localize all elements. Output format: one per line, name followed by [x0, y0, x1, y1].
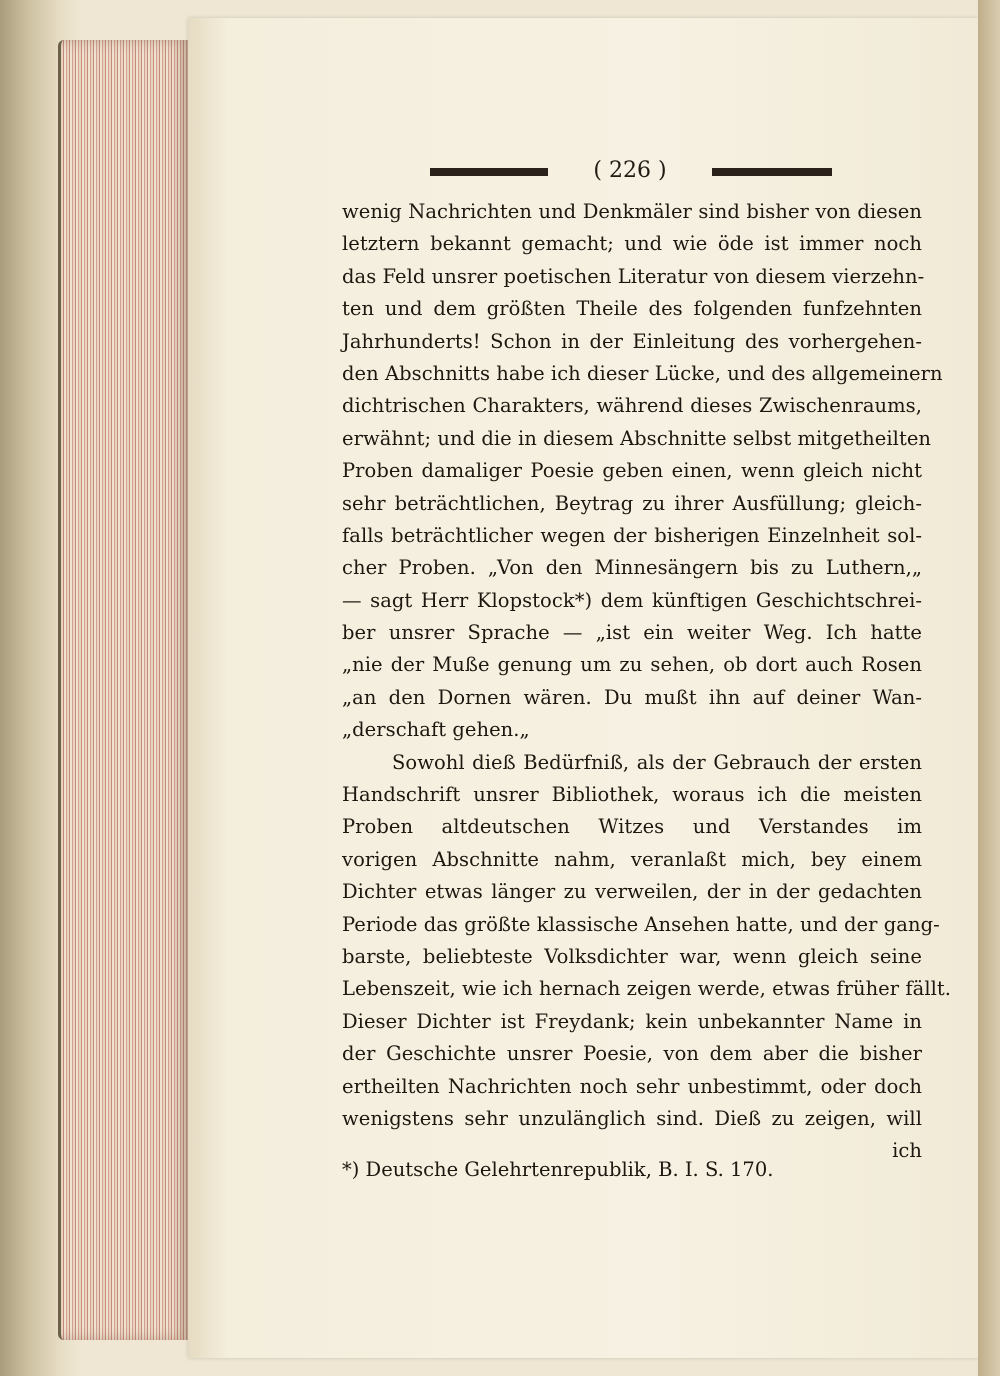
- text-line: ertheilten Nachrichten noch sehr unbestimmt, oder doch: [342, 1074, 922, 1098]
- text-line: Dieser Dichter ist Freydank; kein unbekannter Name in: [342, 1009, 922, 1033]
- paragraph-start-line: Sowohl dieß Bedürfniß, als der Gebrauch der ersten: [392, 750, 922, 774]
- text-line: cher Proben. „Von den Minnesängern bis zu Luthern,„: [342, 556, 922, 580]
- text-line: Jahrhunderts! Schon in der Einleitung des vorhergehen-: [342, 329, 922, 353]
- text-line: der Geschichte unsrer Poesie, von dem aber die bisher: [342, 1042, 922, 1066]
- text-line: — sagt Herr Klopstock*) dem künftigen Geschichtschrei-: [342, 588, 922, 612]
- text-line: „derschaft gehen.„: [342, 718, 530, 742]
- text-line: ten und dem größten Theile des folgenden funfzehnten: [342, 297, 922, 321]
- text-line: wenigstens sehr unzulänglich sind. Dieß zu zeigen, will: [342, 1106, 922, 1130]
- text-line: Periode das größte klassische Ansehen hatte, und der gang-: [342, 912, 940, 936]
- header-rule-left: [430, 168, 548, 176]
- text-line: Proben damaliger Poesie geben einen, wenn gleich nicht: [342, 459, 922, 483]
- right-page-edge: [978, 0, 1000, 1376]
- page-number: ( 226 ): [593, 158, 667, 183]
- text-line: Proben altdeutschen Witzes und Verstandes im: [342, 815, 922, 839]
- page-edges: [58, 40, 191, 1340]
- text-line: letztern bekannt gemacht; und wie öde ist immer noch: [342, 232, 922, 256]
- text-line: „an den Dornen wären. Du mußt ihn auf deiner Wan-: [342, 685, 922, 709]
- body-text: [342, 196, 952, 1168]
- footnote: *) Deutsche Gelehrtenrepublik, B. I. S. 170.: [342, 1158, 774, 1181]
- text-line: dichtrischen Charakters, während dieses Zwischenraums,: [342, 394, 922, 418]
- text-line: falls beträchtlicher wegen der bisherigen Einzelnheit sol-: [342, 523, 922, 547]
- text-line: „nie der Muße genung um zu sehen, ob dort auch Rosen: [342, 653, 922, 677]
- text-line: den Abschnitts habe ich dieser Lücke, und des allgemeinern: [342, 361, 943, 385]
- text-line: erwähnt; und die in diesem Abschnitte selbst mitgetheilten: [342, 426, 932, 450]
- catchword: ich: [892, 1139, 922, 1163]
- text-line: sehr beträchtlichen, Beytrag zu ihrer Ausfüllung; gleich-: [342, 491, 922, 515]
- header-rule-right: [712, 168, 832, 176]
- text-line: Dichter etwas länger zu verweilen, der in der gedachten: [342, 880, 922, 904]
- text-line: wenig Nachrichten und Denkmäler sind bisher von diesen: [342, 200, 922, 223]
- text-line: Lebenszeit, wie ich hernach zeigen werde, etwas früher fällt.: [342, 977, 952, 1001]
- text-line: barste, beliebteste Volksdichter war, wenn gleich seine: [342, 944, 922, 968]
- text-line: ber unsrer Sprache — „ist ein weiter Weg. Ich hatte: [342, 621, 922, 645]
- page-header: [430, 160, 830, 190]
- text-line: vorigen Abschnitte nahm, veranlaßt mich, bey einem: [342, 847, 922, 871]
- text-line: das Feld unsrer poetischen Literatur von diesem vierzehn-: [342, 264, 925, 288]
- text-line: Handschrift unsrer Bibliothek, woraus ich die meisten: [342, 783, 922, 807]
